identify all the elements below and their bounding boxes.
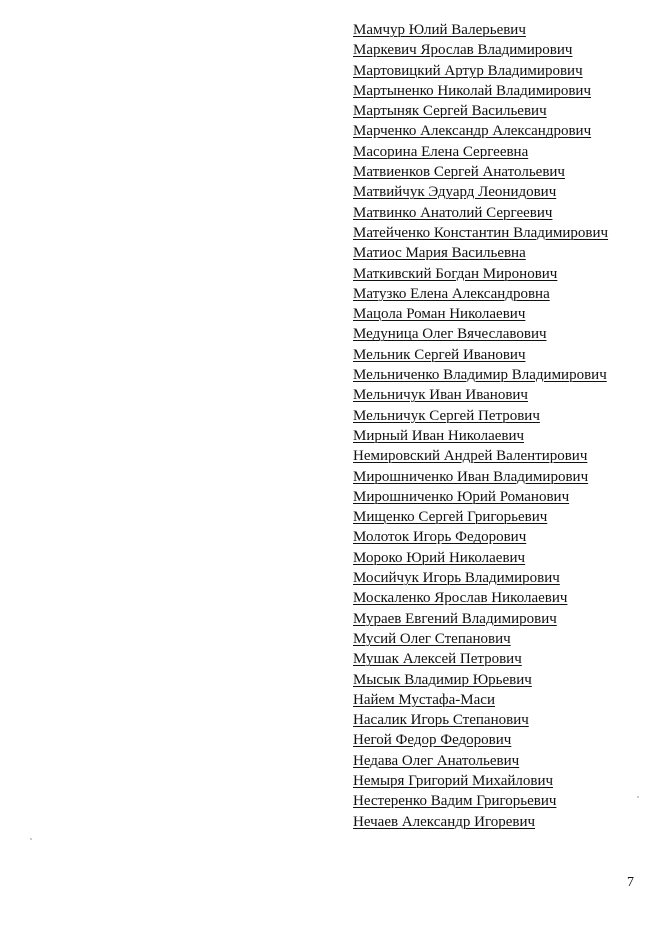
name-list-item — [353, 345, 608, 365]
name-list-item — [353, 467, 608, 487]
name-list-item — [353, 446, 608, 466]
name-list-item — [353, 812, 608, 832]
name-list-item — [353, 426, 608, 446]
person-name: Немировский Андрей Валентирович — [353, 448, 588, 465]
person-name: Молоток Игорь Федорович — [353, 529, 527, 546]
name-list-item — [353, 487, 608, 507]
person-name: Нечаев Александр Игоревич — [353, 813, 536, 830]
name-list-item — [353, 568, 608, 588]
person-name: Медуница Олег Вячеславович — [353, 326, 547, 343]
name-list-item — [353, 61, 608, 81]
name-list-item — [353, 527, 608, 547]
person-name: Мирошниченко Юрий Романович — [353, 488, 570, 505]
person-name: Недава Олег Анатольевич — [353, 752, 520, 769]
person-name: Негой Федор Федорович — [353, 732, 512, 749]
name-list-item — [353, 203, 608, 223]
name-list-item — [353, 629, 608, 649]
name-list-item — [353, 690, 608, 710]
person-name: Мусий Олег Степанович — [353, 630, 511, 647]
name-list-item — [353, 324, 608, 344]
person-name: Матвинко Анатолий Сергеевич — [353, 204, 553, 221]
person-name: Мельничук Сергей Петрович — [353, 407, 540, 424]
person-name: Мирошниченко Иван Владимирович — [353, 468, 589, 485]
name-list-item — [353, 507, 608, 527]
person-name: Нестеренко Вадим Григорьевич — [353, 793, 557, 810]
name-list-item — [353, 548, 608, 568]
person-name: Маткивский Богдан Миронович — [353, 265, 558, 282]
person-name: Марченко Александр Александрович — [353, 123, 592, 140]
person-name: Мороко Юрий Николаевич — [353, 549, 526, 566]
name-list-item — [353, 670, 608, 690]
name-list-item — [353, 771, 608, 791]
person-name: Мамчур Юлий Валерьевич — [353, 22, 526, 38]
name-list-item — [353, 162, 608, 182]
person-name: Матвийчук Эдуард Леонидович — [353, 184, 557, 201]
person-name: Мысык Владимир Юрьевич — [353, 671, 532, 688]
name-list-item — [353, 304, 608, 324]
name-list-item — [353, 751, 608, 771]
person-name: Мартыненко Николай Владимирович — [353, 82, 592, 99]
name-list-item — [353, 791, 608, 811]
person-name: Мартовицкий Артур Владимирович — [353, 62, 583, 79]
person-name: Найем Мустафа-Маси — [353, 691, 495, 708]
person-name: Маркевич Ярослав Владимирович — [353, 42, 573, 59]
name-list-item — [353, 20, 608, 40]
scan-speck — [30, 838, 32, 840]
person-name: Москаленко Ярослав Николаевич — [353, 590, 568, 607]
person-name: Матиос Мария Васильевна — [353, 245, 526, 262]
name-list-item — [353, 101, 608, 121]
person-name: Матейченко Константин Владимирович — [353, 224, 609, 241]
name-list-item — [353, 730, 608, 750]
name-list-item — [353, 284, 608, 304]
person-name: Мушак Алексей Петрович — [353, 651, 522, 668]
name-list-item — [353, 710, 608, 730]
name-list-item — [353, 40, 608, 60]
name-list — [353, 20, 608, 832]
person-name: Насалик Игорь Степанович — [353, 712, 529, 729]
person-name: Мацола Роман Николаевич — [353, 306, 526, 323]
scan-speck — [637, 796, 639, 798]
person-name: Матузко Елена Александровна — [353, 285, 550, 302]
name-list-item — [353, 142, 608, 162]
person-name: Мельник Сергей Иванович — [353, 346, 526, 363]
person-name: Мартыняк Сергей Васильевич — [353, 103, 547, 120]
name-list-item — [353, 385, 608, 405]
name-list-item — [353, 406, 608, 426]
person-name: Мирный Иван Николаевич — [353, 427, 525, 444]
name-list-item — [353, 243, 608, 263]
person-name: Мельничук Иван Иванович — [353, 387, 528, 404]
name-list-item — [353, 182, 608, 202]
name-list-item — [353, 81, 608, 101]
person-name: Мельниченко Владимир Владимирович — [353, 367, 607, 384]
name-list-item — [353, 609, 608, 629]
page-number: 7 — [627, 875, 634, 890]
person-name: Матвиенков Сергей Анатольевич — [353, 164, 565, 181]
name-list-item — [353, 121, 608, 141]
name-list-item — [353, 588, 608, 608]
person-name: Мураев Евгений Владимирович — [353, 610, 557, 627]
person-name: Мосийчук Игорь Владимирович — [353, 570, 560, 587]
name-list-item — [353, 365, 608, 385]
person-name: Немыря Григорий Михайлович — [353, 772, 554, 789]
name-list-item — [353, 223, 608, 243]
name-list-item — [353, 264, 608, 284]
person-name: Мищенко Сергей Григорьевич — [353, 509, 548, 526]
person-name: Масорина Елена Сергеевна — [353, 143, 529, 160]
name-list-item — [353, 649, 608, 669]
